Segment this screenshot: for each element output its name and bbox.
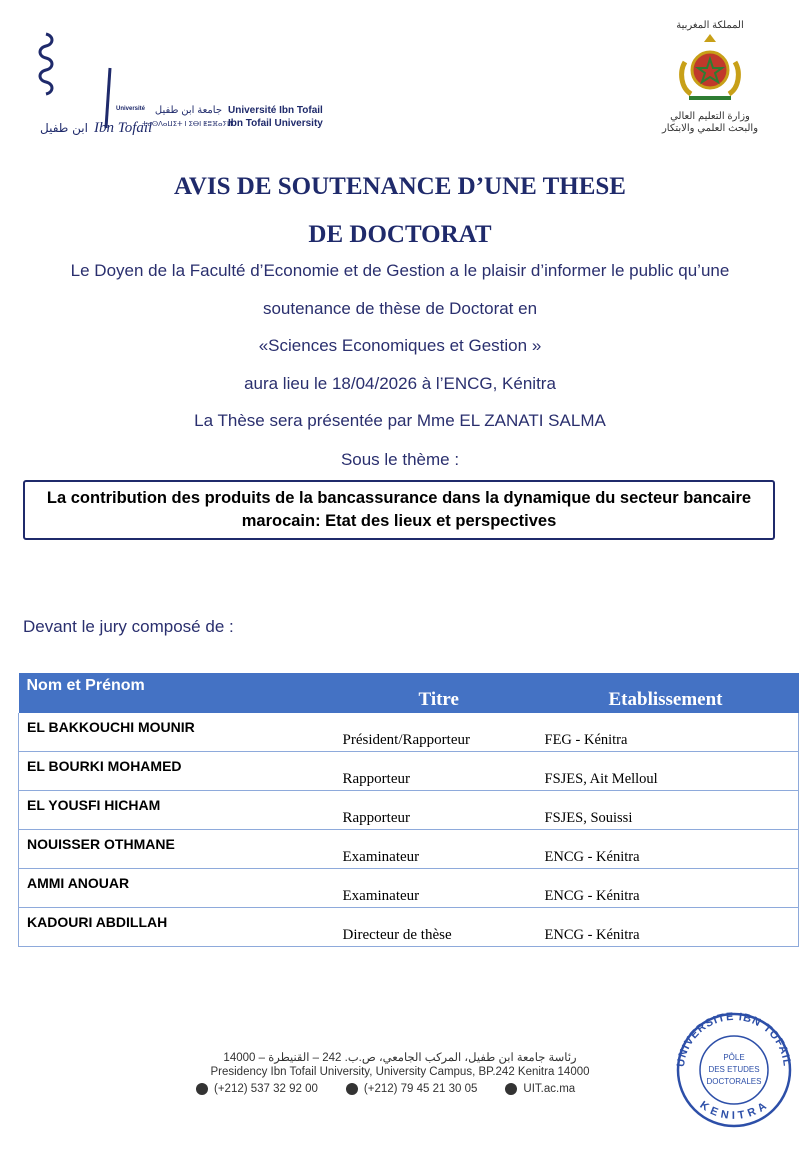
member-title: Président/Rapporteur	[335, 713, 537, 752]
jury-row	[19, 791, 799, 830]
logo-text	[142, 104, 342, 131]
university-logo	[36, 28, 326, 140]
footer-phone	[196, 1083, 318, 1095]
member-name: EL YOUSFI HICHAM	[19, 791, 335, 830]
footer-address-ar: رئاسة جامعة ابن طفيل، المركب الجامعي، ص.ب. 242 – القنيطرة – 14000	[223, 1052, 577, 1064]
header-name: Nom et Prénom	[19, 673, 335, 713]
website: UIT.ac.ma	[523, 1083, 576, 1095]
member-name: NOUISSER OTHMANE	[19, 830, 335, 869]
member-institution: FSJES, Souissi	[537, 791, 799, 830]
stamp-ring-top: UNIVERSITE IBN TOFAIL	[674, 1010, 793, 1068]
jury-intro: Devant le jury composé de :	[23, 617, 234, 636]
thesis-theme-box	[23, 480, 775, 540]
logo-en: Ibn Tofail University	[228, 118, 323, 129]
member-name: AMMI ANOUAR	[19, 869, 335, 908]
stamp-center-2: DES ETUDES	[708, 1065, 760, 1074]
date-location-line: aura lieu le 18/04/2026 à l’ENCG, Kénitra	[244, 374, 556, 393]
member-institution: FEG - Kénitra	[537, 713, 799, 752]
announcement-line-2: soutenance de thèse de Doctorat en	[262, 299, 538, 318]
discipline-line: «Sciences Economiques et Gestion »	[258, 336, 542, 355]
stamp-ring-bottom: KENITRA	[697, 1099, 771, 1122]
footer-address-fr: Presidency Ibn Tofail University, University Campus, BP.242 Kenitra 14000	[210, 1066, 590, 1078]
header-title: Titre	[335, 673, 537, 713]
logo-line-2	[142, 117, 342, 131]
footer-fax	[346, 1083, 478, 1095]
jury-table-header	[19, 673, 799, 713]
logo-amz: ⵜⴰⵙⴷⴰⵡⵉⵜ ⵏ ⵉⴱⵏ ⵟⵓⴼⴰⵢⵍ	[142, 121, 233, 128]
logo-ar: جامعة ابن طفيل	[154, 105, 222, 116]
page-title-line-2: DE DOCTORAT	[308, 221, 492, 248]
stamp-center-1: PÔLE	[723, 1053, 745, 1062]
jury-row	[19, 908, 799, 947]
svg-text:ابن طفيل: ابن طفيل	[40, 121, 88, 135]
announcement-line-1: Le Doyen de la Faculté d’Economie et de Gestion a le plaisir d’informer le public qu’une	[70, 261, 730, 280]
member-title: Rapporteur	[335, 752, 537, 791]
member-institution: ENCG - Kénitra	[537, 830, 799, 869]
svg-text:Ibn Tofail: Ibn Tofail	[94, 120, 153, 136]
logo-fr: Université Ibn Tofail	[228, 105, 323, 116]
footer-contacts	[196, 1083, 616, 1095]
doctoral-studies-stamp	[670, 1008, 798, 1128]
ibn-tofail-emblem-icon	[36, 28, 153, 140]
fax-number: (+212) 79 45 21 30 05	[363, 1083, 478, 1095]
member-institution: FSJES, Ait Melloul	[537, 752, 799, 791]
candidate-line: La Thèse sera présentée par Mme EL ZANATI SALMA	[194, 411, 606, 430]
phone-icon	[196, 1083, 208, 1095]
jury-row	[19, 752, 799, 791]
member-name: EL BOURKI MOHAMED	[19, 752, 335, 791]
member-institution: ENCG - Kénitra	[537, 869, 799, 908]
logo-university-label: Université	[116, 106, 146, 112]
member-title: Examinateur	[335, 830, 537, 869]
jury-row	[19, 713, 799, 752]
member-name: KADOURI ABDILLAH	[19, 908, 335, 947]
stamp-center-3: DOCTORALES	[706, 1077, 762, 1086]
member-title: Directeur de thèse	[335, 908, 537, 947]
member-institution: ENCG - Kénitra	[537, 908, 799, 947]
logo-line-1	[142, 104, 342, 117]
coat-of-arms-icon	[675, 32, 745, 106]
phone-number: (+212) 537 32 92 00	[214, 1083, 318, 1095]
page-title-line-1: AVIS DE SOUTENANCE D’UNE THESE	[174, 173, 626, 200]
jury-row	[19, 869, 799, 908]
thesis-theme-text: La contribution des produits de la bancassurance dans la dynamique du secteur bancaire marocain: Etat des lieux et perspectives	[46, 489, 752, 530]
theme-intro-line: Sous le thème :	[340, 450, 460, 469]
member-name: EL BAKKOUCHI MOUNIR	[19, 713, 335, 752]
member-title: Rapporteur	[335, 791, 537, 830]
footer-web	[505, 1083, 575, 1095]
kingdom-name: المملكة المغربية	[676, 20, 744, 31]
member-title: Examinateur	[335, 869, 537, 908]
jury-row	[19, 830, 799, 869]
ministry-line-2: والبحث العلمي والابتكار	[661, 123, 759, 134]
header-institution: Etablissement	[537, 673, 799, 713]
jury-table	[18, 673, 799, 947]
ministry-line-1: وزارة التعليم العالي	[670, 111, 750, 122]
fax-icon	[346, 1083, 358, 1095]
kingdom-emblem	[650, 20, 770, 140]
globe-icon	[505, 1083, 517, 1095]
